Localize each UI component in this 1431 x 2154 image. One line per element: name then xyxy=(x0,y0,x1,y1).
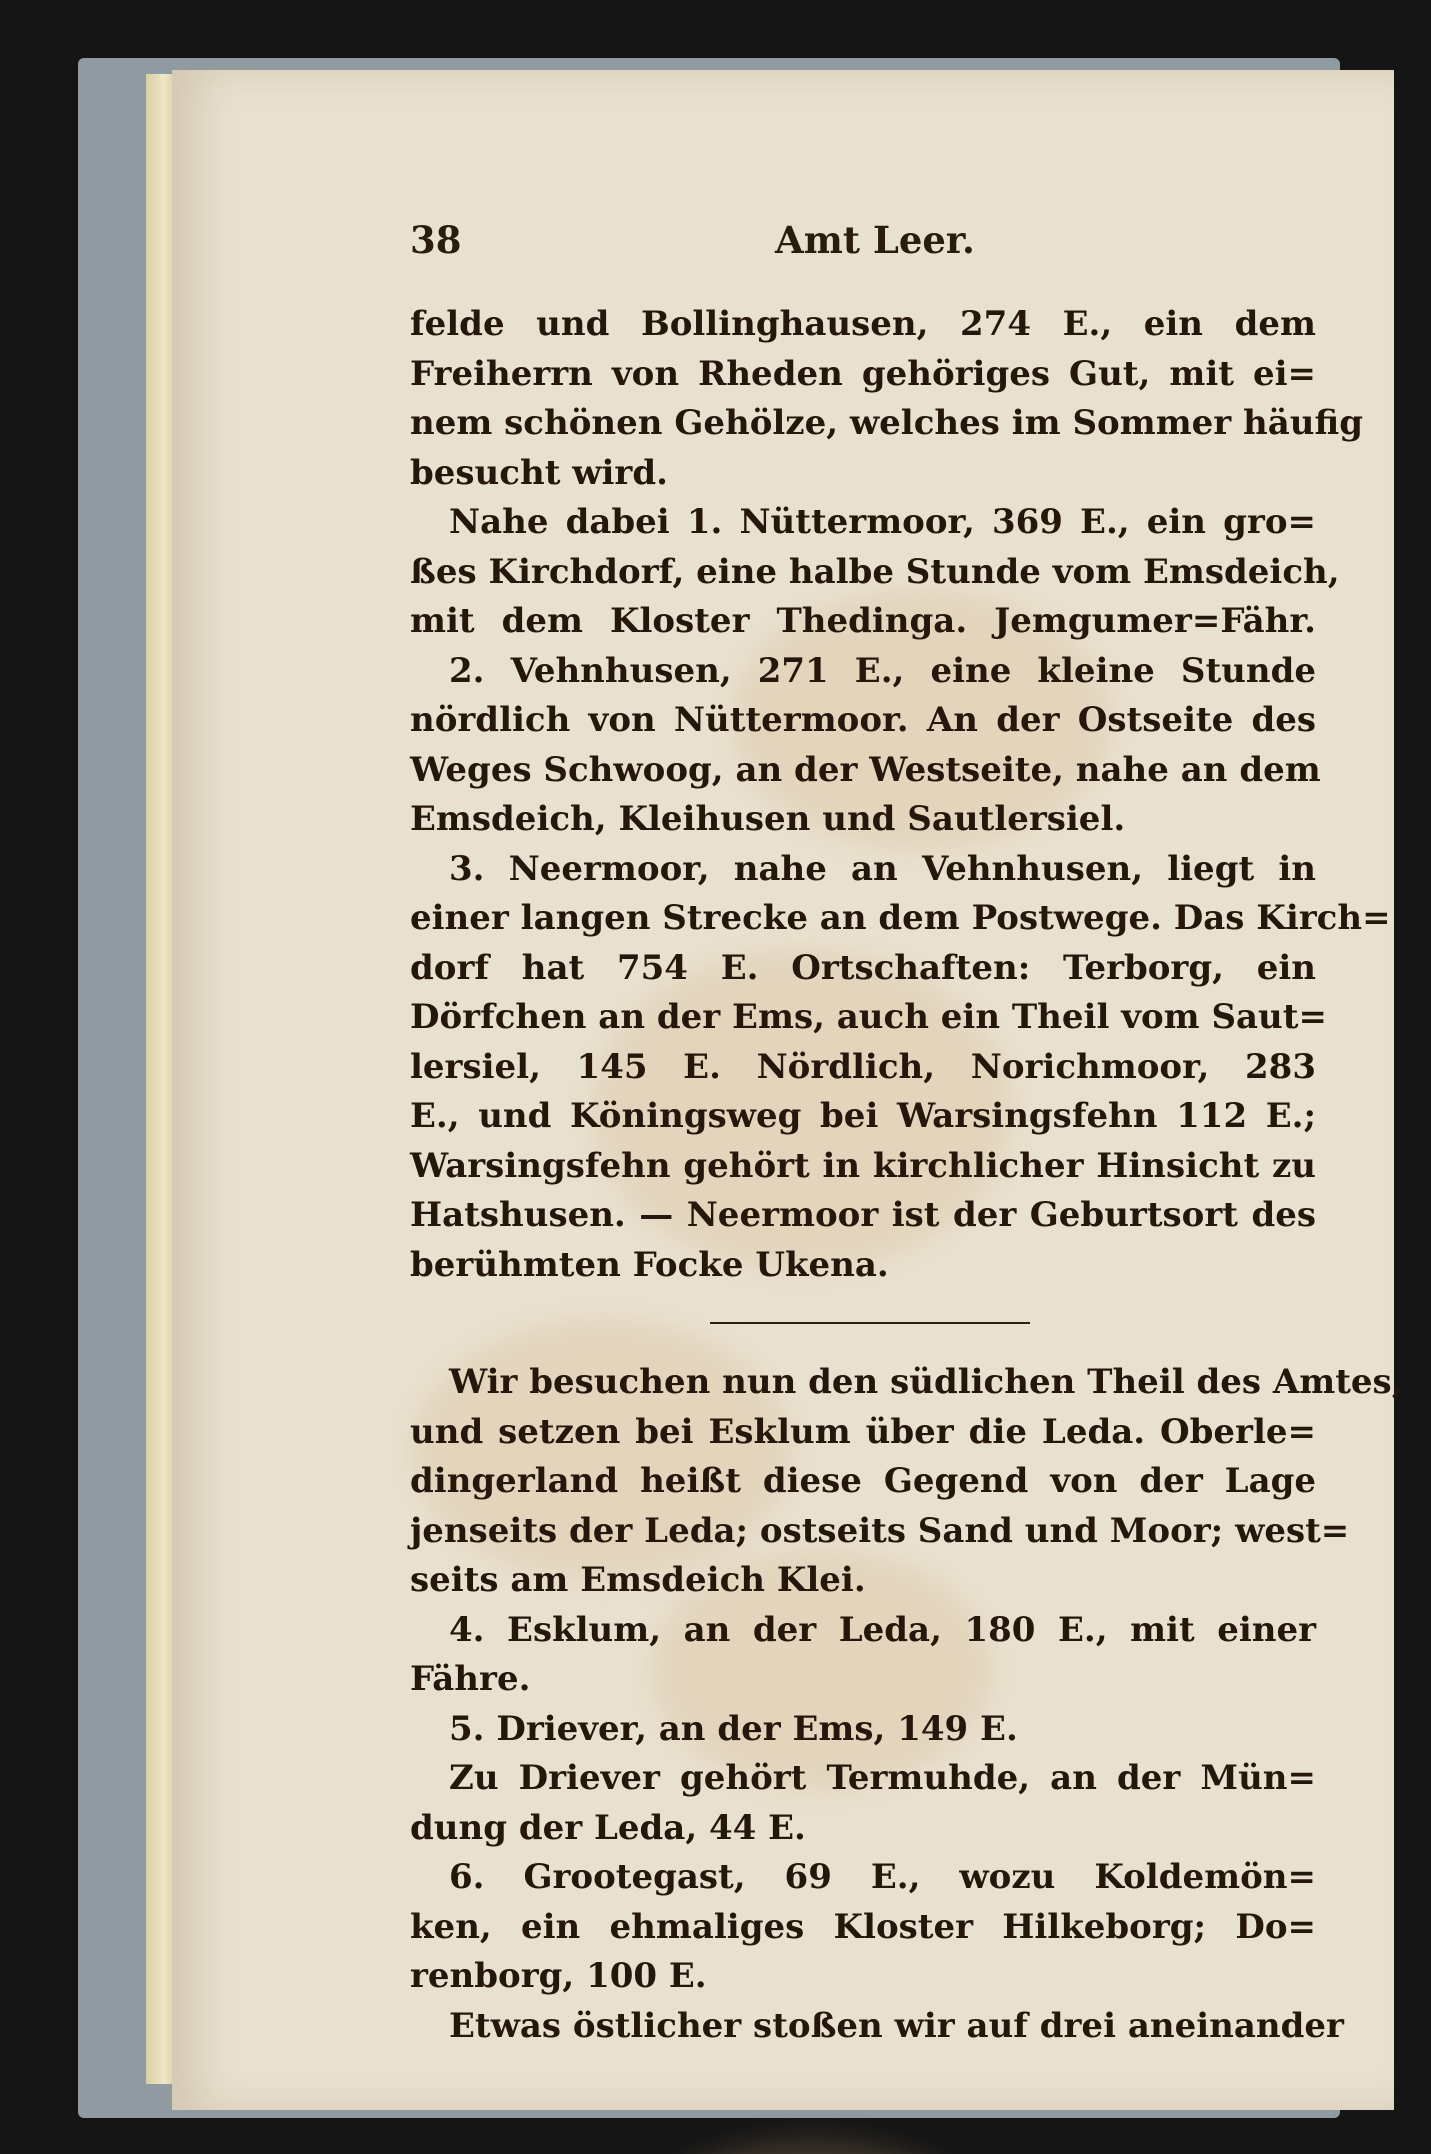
text-line: dingerland heißt diese Gegend von der Lage xyxy=(410,1461,1316,1501)
text-line: Etwas östlicher stoßen wir auf drei aneinander xyxy=(449,2005,1344,2046)
paragraph-1 xyxy=(410,300,1364,498)
section-divider xyxy=(710,1322,1030,1324)
paragraph-5 xyxy=(410,1358,1404,1606)
text-line: lersiel, 145 E. Nördlich, Norichmoor, 283 xyxy=(410,1046,1316,1087)
paragraph-6 xyxy=(410,1606,1316,1705)
text-line: 2. Vehnhusen, 271 E., eine kleine Stunde xyxy=(449,650,1316,691)
text-line: und setzen bei Esklum über die Leda. Oberle= xyxy=(410,1411,1316,1452)
text-line: Warsingsfehn gehört in kirchlicher Hinsicht zu xyxy=(410,1145,1316,1186)
text-line: Dörfchen an der Ems, auch ein Theil vom Saut= xyxy=(410,997,1327,1037)
text-line: jenseits der Leda; ostseits Sand und Moor; west= xyxy=(410,1510,1350,1551)
paragraph-7 xyxy=(410,1705,1316,1755)
running-head: Amt Leer. xyxy=(775,218,975,262)
text-line: Zu Driever gehört Termuhde, an der Mün= xyxy=(449,1758,1316,1798)
text-line: Freiherrn von Rheden gehöriges Gut, mit ei= xyxy=(410,353,1316,394)
paper-stain xyxy=(602,2140,1022,2154)
text-line: dung der Leda, 44 E. xyxy=(410,1807,806,1848)
page-body xyxy=(410,300,1404,2051)
paragraph-8 xyxy=(410,1754,1316,1853)
paragraph-10 xyxy=(410,2002,1344,2052)
text-line: Emsdeich, Kleihusen und Sautlersiel. xyxy=(410,799,1126,839)
text-line: dorf hat 754 E. Ortschaften: Terborg, ein xyxy=(410,947,1316,988)
paragraph-2 xyxy=(410,498,1340,647)
paragraph-9 xyxy=(410,1853,1316,2002)
text-line: Hatshusen. — Neermoor ist der Geburtsort des xyxy=(410,1195,1316,1235)
text-line: besucht wird. xyxy=(410,452,668,493)
text-line: 5. Driever, an der Ems, 149 E. xyxy=(449,1708,1018,1749)
text-line: 3. Neermoor, nahe an Vehnhusen, liegt in xyxy=(449,848,1316,889)
page-number: 38 xyxy=(410,218,462,262)
text-line: nem schönen Gehölze, welches im Sommer häufig xyxy=(410,403,1364,443)
text-line: Fähre. xyxy=(410,1659,531,1699)
text-line: 4. Esklum, an der Leda, 180 E., mit einer xyxy=(449,1609,1316,1650)
text-line: berühmten Focke Ukena. xyxy=(410,1244,889,1285)
text-line: felde und Bollinghausen, 274 E., ein dem xyxy=(410,304,1316,344)
text-line: Nahe dabei 1. Nüttermoor, 369 E., ein gro= xyxy=(449,502,1316,542)
text-line: Weges Schwoog, an der Westseite, nahe an dem xyxy=(410,749,1321,790)
text-line: seits am Emsdeich Klei. xyxy=(410,1560,866,1600)
text-line: 6. Grootegast, 69 E., wozu Koldemön= xyxy=(449,1857,1316,1897)
page-header xyxy=(410,218,1310,278)
text-line: Wir besuchen nun den südlichen Theil des Amtes, xyxy=(449,1362,1404,1402)
text-line: mit dem Kloster Thedinga. Jemgumer=Fähr. xyxy=(410,601,1316,641)
text-line: renborg, 100 E. xyxy=(410,1956,707,1996)
text-line: nördlich von Nüttermoor. An der Ostseite des xyxy=(410,700,1316,740)
text-line: einer langen Strecke an dem Postwege. Das Kirch= xyxy=(410,898,1391,938)
text-line: ken, ein ehmaliges Kloster Hilkeborg; Do= xyxy=(410,1906,1316,1947)
paragraph-3 xyxy=(410,647,1321,845)
text-line: ßes Kirchdorf, eine halbe Stunde vom Emsdeich, xyxy=(410,551,1340,592)
text-line: E., und Köningsweg bei Warsingsfehn 112 E.; xyxy=(410,1096,1316,1136)
paragraph-4 xyxy=(410,845,1391,1291)
